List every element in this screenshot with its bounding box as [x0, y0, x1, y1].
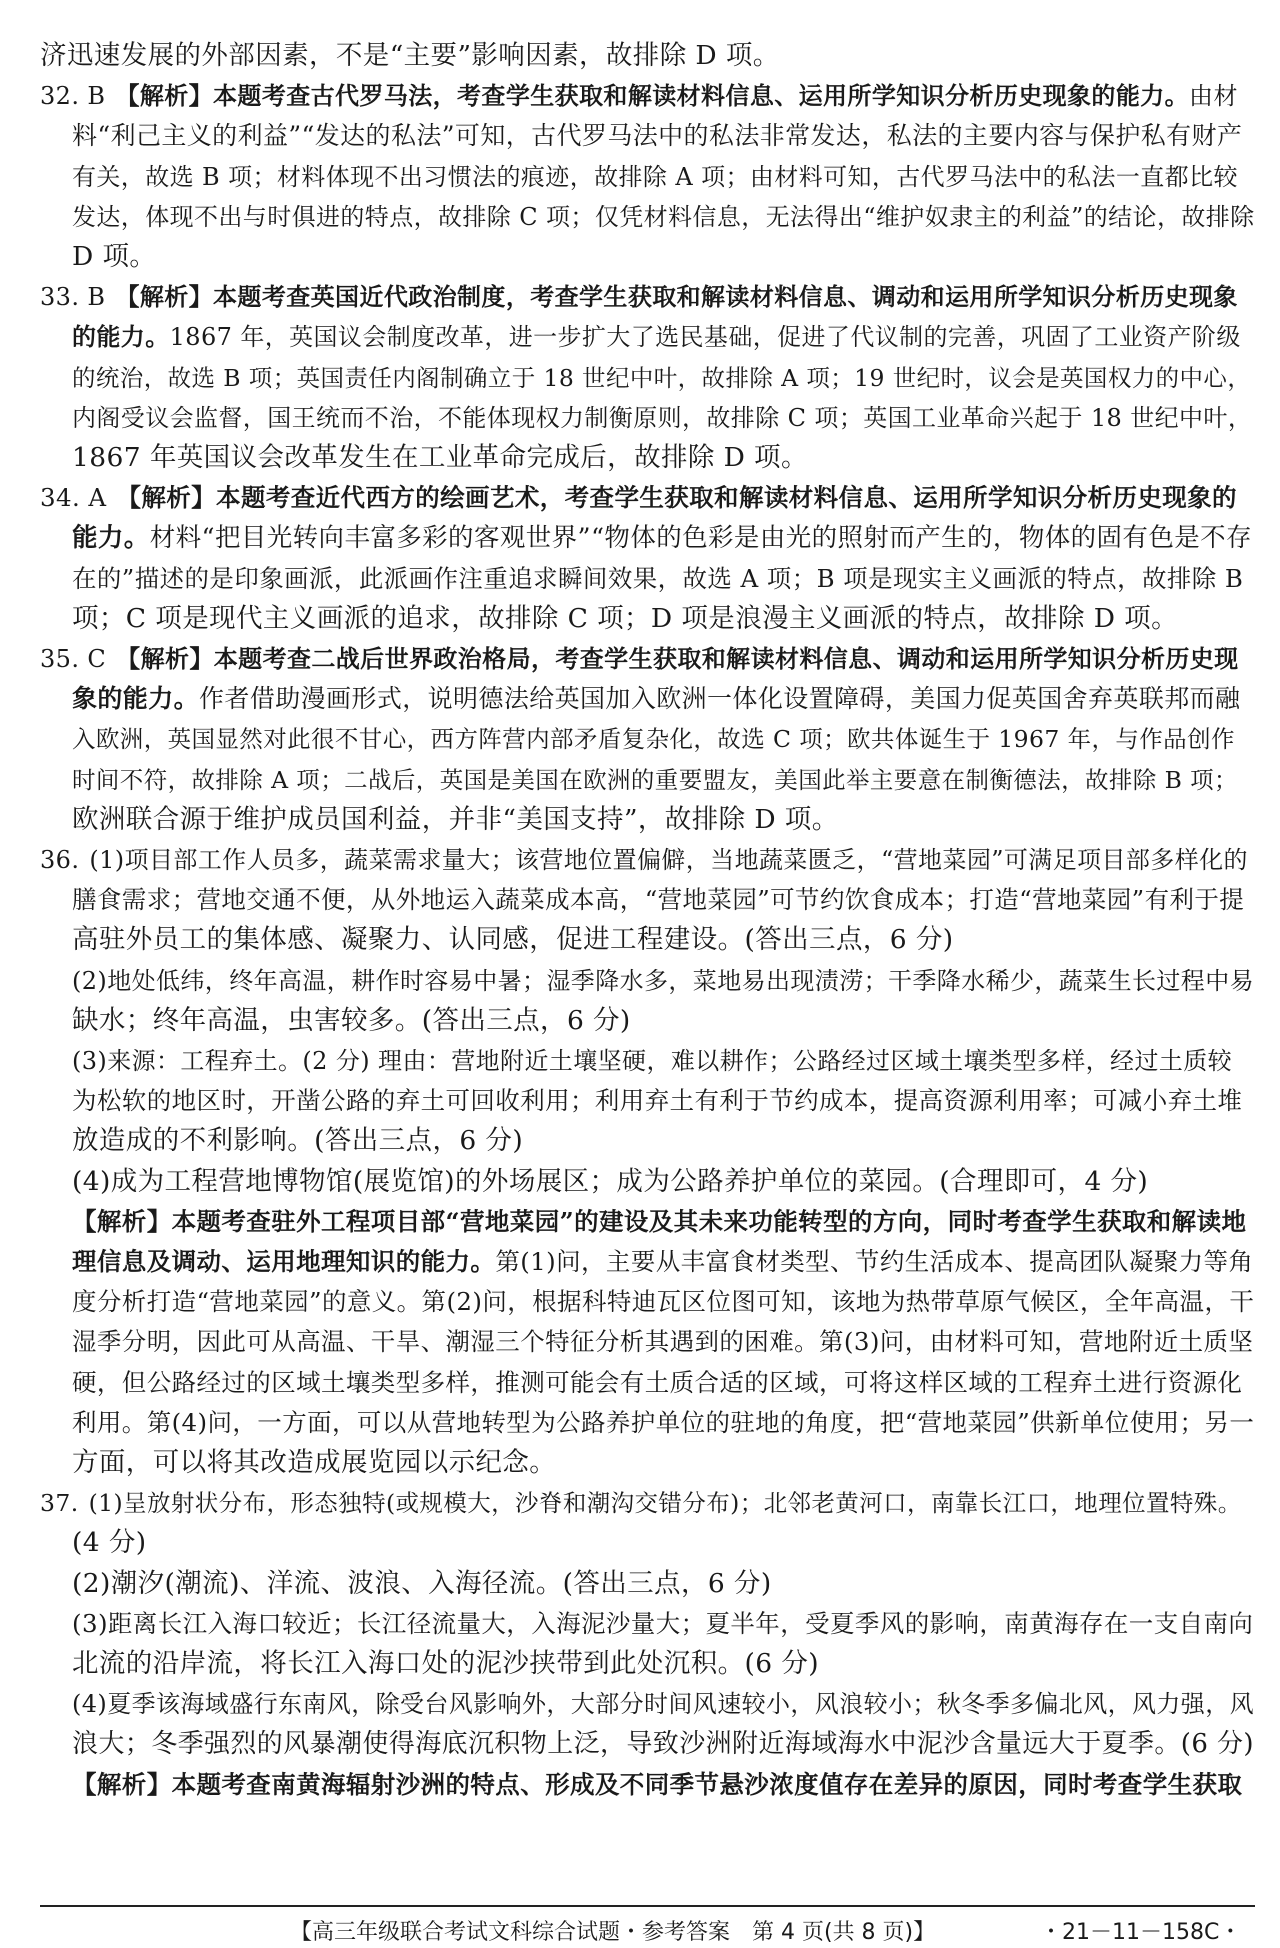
text-line	[72, 1041, 1232, 1081]
text-line	[72, 438, 808, 478]
text-line	[72, 1724, 1254, 1764]
line-text: 放造成的不利影响。(答出三点，6 分)	[72, 1125, 524, 1157]
text-line	[72, 679, 1240, 719]
text-line	[72, 760, 1238, 800]
text-line	[72, 197, 1255, 237]
question-number: 32. B	[40, 82, 106, 111]
line-text: 北流的沿岸流，将长江入海口处的泥沙挟带到此处沉积。(6 分)	[72, 1648, 819, 1679]
analysis-heading: 象的能力。	[72, 684, 200, 714]
text-line	[72, 157, 1238, 197]
line-text: 方面，可以将其改造成展览园以示纪念。	[72, 1447, 557, 1478]
text-line	[40, 277, 1238, 317]
question-number: 35. C	[40, 645, 107, 673]
text-line	[72, 961, 1254, 1001]
answer-key-page	[40, 0, 1255, 1948]
text-line	[72, 237, 156, 277]
line-text: 高驻外员工的集体感、凝聚力、认同感，促进工程建设。(答出三点，6 分)	[72, 924, 954, 956]
line-text: (4)成为工程营地博物馆(展览馆)的外场展区；成为公路养护单位的菜园。(合理即可，4 分)	[72, 1165, 1149, 1197]
line-text: 为松软的地区时，开凿公路的弃土可回收利用；利用弃土有利于节约成本，提高资源利用率；可减小弃土堆	[72, 1086, 1243, 1116]
line-text: (4 分)	[72, 1527, 147, 1559]
analysis-heading: 【解析】本题考查近代西方的绘画艺术，考查学生获取和解读材料信息、运用所学知识分析历史现象的	[116, 483, 1237, 513]
text-line	[72, 1403, 1254, 1443]
footer-title: 【高三年级联合考试文科综合试题・参考答案 第 4 页(共 8 页)】	[290, 1920, 936, 1945]
analysis-heading: 【解析】本题考查南黄海辐射沙洲的特点、形成及不同季节悬沙浓度值存在差异的原因，同时考查学生获取	[72, 1769, 1243, 1799]
line-text: 1867 年英国议会改革发生在工业革命完成后，故排除 D 项。	[72, 442, 808, 473]
question-number: 37.	[40, 1489, 79, 1518]
line-text: 硬，但公路经过的区域土壤类型多样，推测可能会有土质合适的区域，可将这样区域的工程弃土进行资源化	[72, 1367, 1243, 1397]
text-line	[72, 116, 1242, 156]
line-text: (2)地处低纬，终年高温，耕作时容易中暑；湿季降水多，菜地易出现渍涝；干季降水稀少，蔬菜生长过程中易	[72, 966, 1254, 995]
line-text: (1)呈放射状分布，形态独特(或规模大，沙脊和潮沟交错分布)；北邻老黄河口，南靠长江口，地理位置特殊。	[88, 1489, 1242, 1518]
line-text: 度分析打造“营地菜园”的意义。第(2)问，根据科特迪瓦区位图可知，该地为热带草原气候区，全年高温，干	[72, 1287, 1255, 1317]
text-line	[72, 559, 1243, 599]
line-text: 的统治，故选 B 项；英国责任内阁制确立于 18 世纪中叶，故排除 A 项；19 世纪时，议会是英国权力的中心，	[72, 363, 1252, 392]
text-line	[40, 478, 1237, 518]
analysis-heading: 理信息及调动、运用地理知识的能力。	[72, 1247, 496, 1276]
line-text: 利用。第(4)问，一方面，可以从营地转型为公路养护单位的驻地的角度，把“营地菜园”供新单位使用；另一	[72, 1407, 1255, 1437]
line-text: 料“利己主义的利益”“发达的私法”可知，古代罗马法中的私法非常发达，私法的主要内容与保护私有财产	[72, 121, 1243, 151]
line-text: 项；C 项是现代主义画派的追求，故排除 C 项；D 项是浪漫主义画派的特点，故排除 D 项。	[72, 602, 1178, 634]
text-line	[72, 1363, 1242, 1403]
line-text: 济迅速发展的外部因素，不是“主要”影响因素，故排除 D 项。	[40, 40, 780, 71]
text-line	[40, 840, 1248, 880]
text-line	[40, 36, 780, 76]
text-line	[72, 1684, 1254, 1724]
line-text: 发达，体现不出与时俱进的特点，故排除 C 项；仅凭材料信息，无法得出“维护奴隶主的利益”的结论，故排除	[72, 202, 1255, 231]
line-text: 作者借助漫画形式，说明德法给英国加入欧洲一体化设置障碍，美国力促英国舍弃英联邦而融	[199, 684, 1241, 714]
line-text: 材料“把目光转向丰富多彩的客观世界”“物体的色彩是由光的照射而产生的，物体的固有色是不存	[149, 523, 1252, 554]
line-text: 有关，故选 B 项；材料体现不出习惯法的痕迹，故排除 A 项；由材料可知，古代罗马法中的私法一直都比较	[72, 162, 1238, 191]
text-line	[40, 639, 1239, 679]
text-line	[72, 398, 1252, 438]
text-line	[72, 1523, 146, 1563]
line-text: 时间不符，故排除 A 项；二战后，英国是美国在欧洲的重要盟友，美国此举主要意在制衡德法，故排除 B 项；	[72, 765, 1238, 794]
text-line	[72, 1001, 631, 1041]
text-line	[72, 1322, 1253, 1362]
analysis-heading: 【解析】本题考查驻外工程项目部“营地菜园”的建设及其未来功能转型的方向，同时考查学生获取和解读地	[72, 1206, 1247, 1236]
line-text: 膳食需求；营地交通不便，从外地运入蔬菜成本高，“营地菜园”可节约饮食成本；打造“营地菜园”有利于提	[72, 885, 1245, 915]
page-footer	[40, 1905, 1255, 1945]
question-number: 36.	[40, 846, 80, 874]
line-text: 第(1)问，主要从丰富食材类型、节约生活成本、提高团队凝聚力等角	[495, 1247, 1254, 1276]
text-line	[72, 1765, 1242, 1805]
analysis-heading: 【解析】本题考查古代罗马法，考查学生获取和解读材料信息、运用所学知识分析历史现象的能力。	[115, 81, 1190, 111]
analysis-heading: 能力。	[72, 523, 150, 554]
text-line	[72, 518, 1252, 558]
text-line	[72, 1604, 1253, 1644]
line-text: (3)距离长江入海口较近；长江径流量大，入海泥沙量大；夏半年，受夏季风的影响，南黄海存在一支自南向	[72, 1608, 1254, 1638]
line-text: (3)来源：工程弃土。(2 分) 理由：营地附近土壤坚硬，难以耕作；公路经过区域土壤类型多样，经过土质较	[72, 1047, 1233, 1075]
text-line	[72, 880, 1244, 920]
text-line	[72, 358, 1251, 398]
line-text: 湿季分明，因此可从高温、干旱、潮湿三个特征分析其遇到的困难。第(3)问，由材料可知，营地附近土质坚	[72, 1327, 1254, 1357]
line-text: 浪大；冬季强烈的风暴潮使得海底沉积物上泛，导致沙洲附近海域海水中泥沙含量远大于夏季。(6 分)	[72, 1729, 1254, 1760]
text-line	[72, 1644, 819, 1684]
text-line	[72, 920, 953, 960]
line-text: 入欧洲，英国显然对此很不甘心，西方阵营内部矛盾复杂化，故选 C 项；欧共体诞生于 1967 年，与作品创作	[72, 725, 1235, 754]
text-line	[72, 599, 1178, 639]
line-text: 1867 年，英国议会制度改革，进一步扩大了选民基础，促进了代议制的完善，巩固了工业资产阶级	[169, 323, 1241, 352]
line-text: 缺水；终年高温，虫害较多。(答出三点，6 分)	[72, 1004, 631, 1036]
text-line	[72, 1564, 772, 1604]
line-text: (4)夏季该海域盛行东南风，除受台风影响外，大部分时间风速较小，风浪较小；秋冬季多偏北风，风力强，风	[72, 1690, 1254, 1719]
analysis-heading: 的能力。	[72, 322, 170, 352]
text-line	[72, 1202, 1246, 1242]
text-line	[72, 1443, 556, 1483]
text-line	[72, 1121, 523, 1161]
line-text: 内阁受议会监督，国王统而不治，不能体现权力制衡原则，故排除 C 项；英国工业革命兴起于 18 世纪中叶，	[72, 403, 1253, 432]
text-line	[72, 1282, 1254, 1322]
line-text: 在的”描述的是印象画派，此派画作注重追求瞬间效果，故选 A 项；B 项是现实主义画派的特点，故排除 B	[72, 563, 1244, 593]
line-text: 由材	[1189, 82, 1238, 111]
text-line	[40, 76, 1238, 116]
line-text: (1)项目部工作人员多，蔬菜需求量大；该营地位置偏僻，当地蔬菜匮乏，“营地菜园”可满足项目部多样化的	[89, 846, 1248, 874]
footer-code: ・21－11－158C・	[1040, 1920, 1242, 1945]
text-line	[72, 1242, 1253, 1282]
question-number: 33. B	[40, 283, 106, 312]
line-text: 欧洲联合源于维护成员国利益，并非“美国支持”，故排除 D 项。	[72, 803, 839, 835]
line-text: (2)潮汐(潮流)、洋流、波浪、入海径流。(答出三点，6 分)	[72, 1567, 772, 1599]
text-line	[72, 317, 1241, 357]
line-text: D 项。	[72, 241, 157, 272]
text-line	[72, 800, 839, 840]
question-number: 34. A	[40, 483, 107, 513]
analysis-heading: 【解析】本题考查英国近代政治制度，考查学生获取和解读材料信息、调动和运用所学知识分析历史现象	[115, 282, 1238, 312]
text-line	[72, 719, 1235, 759]
text-line	[40, 1483, 1242, 1523]
text-line	[72, 1081, 1242, 1121]
analysis-heading: 【解析】本题考查二战后世界政治格局，考查学生获取和解读材料信息、调动和运用所学知识分析历史现	[116, 644, 1239, 673]
text-line	[72, 1162, 1148, 1202]
